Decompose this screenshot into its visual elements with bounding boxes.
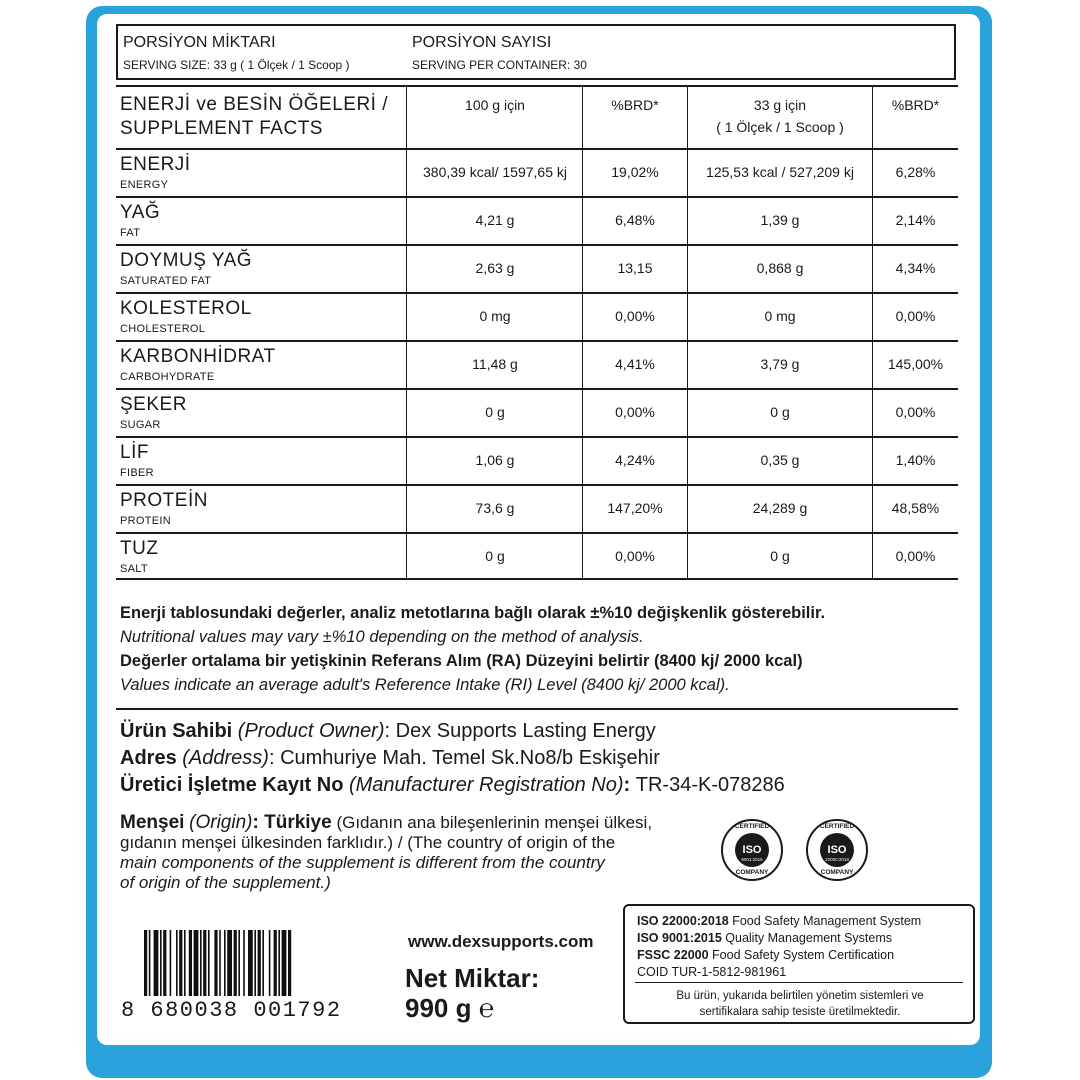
iso-9001-badge: CERTIFIED ISO 9001:2015 COMPANY xyxy=(721,819,783,881)
value-100g: 4,21 g xyxy=(475,212,515,228)
nutrient-name-en: CHOLESTEROL xyxy=(120,323,206,335)
barcode-bar xyxy=(262,930,264,996)
nutrient-name: LİF xyxy=(120,442,149,463)
rdi-serving: 145,00% xyxy=(887,356,944,372)
barcode-bar xyxy=(214,930,217,996)
row-rule xyxy=(116,244,958,246)
value-serving: 0 g xyxy=(770,404,790,420)
owner-line: Ürün Sahibi (Product Owner): Dex Supports Lasting Energy xyxy=(120,720,656,742)
note-tr-1: Enerji tablosundaki değerler, analiz metotlarına bağlı olarak ±%10 değişkenlik gösterebilir. xyxy=(120,604,826,622)
nutrient-name: ŞEKER xyxy=(120,394,187,415)
rdi-100g: 0,00% xyxy=(615,548,655,564)
registration-line: Üretici İşletme Kayıt No (Manufacturer Registration No): TR-34-K-078286 xyxy=(120,774,785,796)
value-100g: 2,63 g xyxy=(475,260,515,276)
cert-divider xyxy=(635,982,963,983)
origin-line-2: gıdanın menşei ülkesinden farklıdır.) / (The country of origin of the xyxy=(120,833,616,852)
nutrient-name-en: CARBOHYDRATE xyxy=(120,371,215,383)
barcode-bar xyxy=(163,930,166,996)
col-rdi-2: %BRD* xyxy=(891,97,940,113)
barcode-bar xyxy=(274,930,277,996)
origin-line-3: main components of the supplement is different from the country xyxy=(120,853,605,872)
col-100g: 100 g için xyxy=(465,97,525,113)
row-rule xyxy=(116,340,958,342)
row-rule xyxy=(116,532,958,534)
note-tr-2: Değerler ortalama bir yetişkinin Referans Alım (RA) Düzeyini belirtir (8400 kj/ 2000 kcal) xyxy=(120,652,803,670)
barcode-bar xyxy=(184,930,186,996)
origin-line-4: of origin of the supplement.) xyxy=(120,873,331,892)
rdi-100g: 4,24% xyxy=(615,452,655,468)
barcode-bar xyxy=(160,930,162,996)
barcode xyxy=(142,930,376,996)
value-serving: 3,79 g xyxy=(760,356,800,372)
col-divider xyxy=(687,85,688,579)
col-divider xyxy=(582,85,583,579)
cert-foot-2: sertifikalara sahip tesiste üretilmektedir. xyxy=(699,1006,901,1018)
nutrient-name-en: FAT xyxy=(120,227,141,239)
nutrient-name-en: FIBER xyxy=(120,467,154,479)
rdi-serving: 2,14% xyxy=(895,212,936,228)
barcode-bar xyxy=(219,930,221,996)
value-serving: 0,35 g xyxy=(760,452,800,468)
rdi-100g: 0,00% xyxy=(615,308,655,324)
nutrient-name-en: ENERGY xyxy=(120,179,169,191)
value-100g: 11,48 g xyxy=(472,356,518,372)
rdi-serving: 1,40% xyxy=(895,452,936,468)
value-100g: 73,6 g xyxy=(475,500,515,516)
barcode-bar xyxy=(149,930,151,996)
rdi-serving: 4,34% xyxy=(895,260,936,276)
table-title-2: SUPPLEMENT FACTS xyxy=(120,118,323,139)
barcode-bar xyxy=(282,930,287,996)
value-serving: 1,39 g xyxy=(760,212,800,228)
barcode-bar xyxy=(203,930,206,996)
barcode-bar xyxy=(200,930,202,996)
value-100g: 1,06 g xyxy=(475,452,515,468)
barcode-bar xyxy=(144,930,147,996)
barcode-bar xyxy=(243,930,245,996)
barcode-bar xyxy=(170,930,172,996)
value-100g: 380,39 kcal/ 1597,65 kj xyxy=(423,164,567,180)
rdi-100g: 4,41% xyxy=(615,356,655,372)
table-top-rule xyxy=(116,85,958,87)
table-title-1: ENERJİ ve BESİN ÖĞELERİ / xyxy=(120,94,389,115)
nutrient-name: TUZ xyxy=(120,538,159,559)
col-divider xyxy=(406,85,407,579)
nutrient-name: KARBONHİDRAT xyxy=(120,346,276,367)
rdi-100g: 6,48% xyxy=(615,212,655,228)
value-100g: 0 g xyxy=(485,548,505,564)
row-rule xyxy=(116,292,958,294)
certification-box xyxy=(623,904,975,1024)
col-serving-1: 33 g için xyxy=(753,97,807,113)
col-rdi-1: %BRD* xyxy=(611,97,659,113)
barcode-bar xyxy=(208,930,210,996)
nutrient-name: DOYMUŞ YAĞ xyxy=(120,250,253,271)
iso-22000-badge: CERTIFIED ISO 22000:2018 COMPANY xyxy=(806,819,868,881)
row-rule xyxy=(116,484,958,486)
nutrient-name-en: SUGAR xyxy=(120,419,161,431)
serving-size-text: SERVING SIZE: 33 g ( 1 Ölçek / 1 Scoop ) xyxy=(123,58,350,72)
serving-size-title: PORSİYON MİKTARI xyxy=(123,34,276,51)
col-divider xyxy=(872,85,873,579)
cert-foot-1: Bu ürün, yukarıda belirtilen yönetim sistemleri ve xyxy=(676,990,924,1002)
barcode-bar xyxy=(269,930,271,996)
rdi-100g: 13,15 xyxy=(617,260,653,276)
net-value: 990 g ℮ xyxy=(405,993,495,1023)
barcode-bar xyxy=(278,930,280,996)
value-serving: 125,53 kcal / 527,209 kj xyxy=(706,164,854,180)
row-rule xyxy=(116,148,958,150)
barcode-bar xyxy=(189,930,192,996)
rdi-100g: 147,20% xyxy=(607,500,663,516)
nutrient-name-en: SALT xyxy=(120,563,148,575)
cert-line-3: FSSC 22000 Food Safety System Certification xyxy=(637,948,895,962)
nutrient-name-en: PROTEIN xyxy=(120,515,171,527)
value-serving: 24,289 g xyxy=(752,500,808,516)
table-bottom-rule xyxy=(116,578,958,580)
barcode-bar xyxy=(194,930,199,996)
barcode-bar xyxy=(254,930,256,996)
net-label: Net Miktar: xyxy=(405,963,540,993)
barcode-bar xyxy=(154,930,159,996)
row-rule xyxy=(116,436,958,438)
barcode-bar xyxy=(258,930,261,996)
nutrient-name: YAĞ xyxy=(120,202,161,223)
rdi-serving: 48,58% xyxy=(891,500,940,516)
barcode-bar xyxy=(288,930,291,996)
barcode-bar xyxy=(248,930,253,996)
estimated-sign-icon: ℮ xyxy=(478,993,495,1023)
note-en-1: Nutritional values may vary ±%10 depending on the method of analysis. xyxy=(120,628,644,646)
cert-line-1: ISO 22000:2018 Food Safety Management System xyxy=(637,914,922,928)
barcode-bar xyxy=(224,930,226,996)
nutrient-name: ENERJİ xyxy=(120,154,191,175)
value-serving: 0 mg xyxy=(764,308,796,324)
rdi-100g: 0,00% xyxy=(615,404,655,420)
barcode-bar xyxy=(238,930,240,996)
note-en-2: Values indicate an average adult's Reference Intake (RI) Level (8400 kj/ 2000 kcal). xyxy=(120,676,730,694)
row-rule xyxy=(116,388,958,390)
col-serving-2: ( 1 Ölçek / 1 Scoop ) xyxy=(716,119,844,135)
cert-line-4: COID TUR-1-5812-981961 xyxy=(637,965,787,979)
barcode-bar xyxy=(227,930,232,996)
barcode-bar xyxy=(176,930,178,996)
nutrient-name: KOLESTEROL xyxy=(120,298,252,319)
value-serving: 0,868 g xyxy=(756,260,804,276)
servings-text: SERVING PER CONTAINER: 30 xyxy=(412,58,587,72)
row-rule xyxy=(116,196,958,198)
servings-title: PORSİYON SAYISI xyxy=(412,34,552,51)
rdi-100g: 19,02% xyxy=(611,164,659,180)
address-line: Adres (Address): Cumhuriye Mah. Temel Sk.No8/b Eskişehir xyxy=(120,747,660,769)
nutrient-name-en: SATURATED FAT xyxy=(120,275,212,287)
value-100g: 0 mg xyxy=(479,308,511,324)
value-serving: 0 g xyxy=(770,548,790,564)
barcode-bar xyxy=(234,930,237,996)
barcode-bar xyxy=(179,930,182,996)
cert-line-2: ISO 9001:2015 Quality Management Systems xyxy=(637,931,893,945)
origin-line-1: Menşei (Origin): Türkiye (Gıdanın ana bileşenlerinin menşei ülkesi, xyxy=(120,812,653,833)
nutrient-name: PROTEİN xyxy=(120,490,208,511)
value-100g: 0 g xyxy=(485,404,505,420)
barcode-number: 8 680038 001792 xyxy=(121,998,342,1023)
rdi-serving: 0,00% xyxy=(895,404,936,420)
website: www.dexsupports.com xyxy=(408,932,594,951)
rdi-serving: 6,28% xyxy=(895,164,936,180)
section-rule xyxy=(116,708,958,710)
rdi-serving: 0,00% xyxy=(895,308,936,324)
rdi-serving: 0,00% xyxy=(895,548,936,564)
